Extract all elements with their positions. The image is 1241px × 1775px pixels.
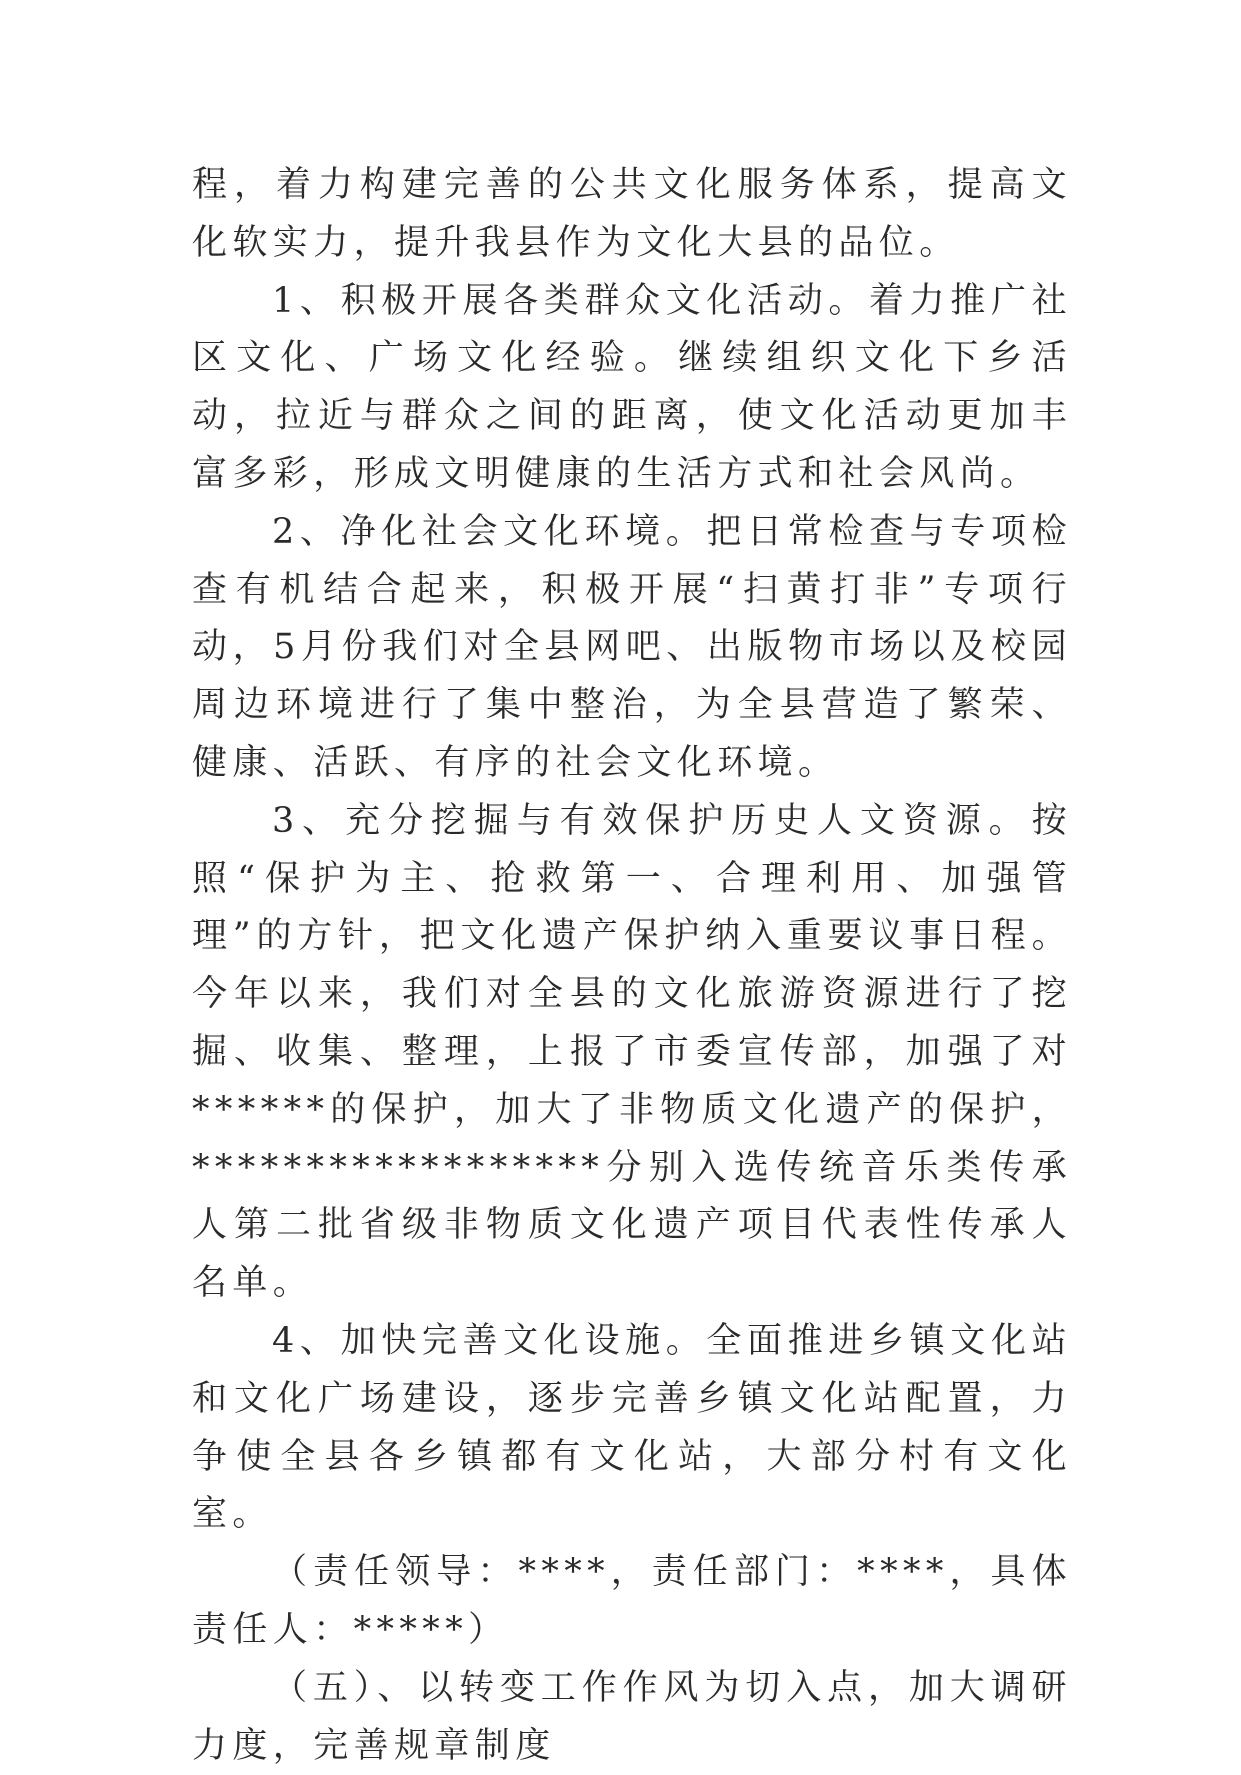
- paragraph-item-3: 3、充分挖掘与有效保护历史人文资源。按照“保护为主、抢救第一、合理利用、加强管理”的方针，把文化遗产保护纳入重要议事日程。今年以来，我们对全县的文化旅游资源进行了挖掘、收集、整理，上报了市委宣传部，加强了对******的保护，加大了非物质文化遗产的保护，******************分别入选传统音乐类传承人第二批省级非物质文化遗产项目代表性传承人名单。: [192, 800, 1072, 1304]
- body-text: [192, 157, 1072, 1775]
- paragraph-responsibility: （责任领导：****，责任部门：****，具体责任人：*****）: [192, 1552, 1072, 1650]
- paragraph-continuation: 程，着力构建完善的公共文化服务体系，提高文化软实力，提升我县作为文化大县的品位。: [192, 165, 1072, 263]
- section-heading-five: （五）、以转变工作作风为切入点，加大调研力度，完善规章制度: [192, 1667, 1072, 1766]
- paragraph-item-4: 4、加快完善文化设施。全面推进乡镇文化站和文化广场建设，逐步完善乡镇文化站配置，力争使全县各乡镇都有文化站，大部分村有文化室。: [192, 1320, 1072, 1535]
- paragraph-item-1: 1、积极开展各类群众文化活动。着力推广社区文化、广场文化经验。继续组织文化下乡活动，拉近与群众之间的距离，使文化活动更加丰富多彩，形成文明健康的生活方式和社会风尚。: [192, 280, 1072, 494]
- paragraph-item-2: 2、净化社会文化环境。把日常检查与专项检查有机结合起来，积极开展“扫黄打非”专项行动，5月份我们对全县网吧、出版物市场以及校园周边环境进行了集中整治，为全县营造了繁荣、健康、活跃、有序的社会文化环境。: [192, 511, 1072, 783]
